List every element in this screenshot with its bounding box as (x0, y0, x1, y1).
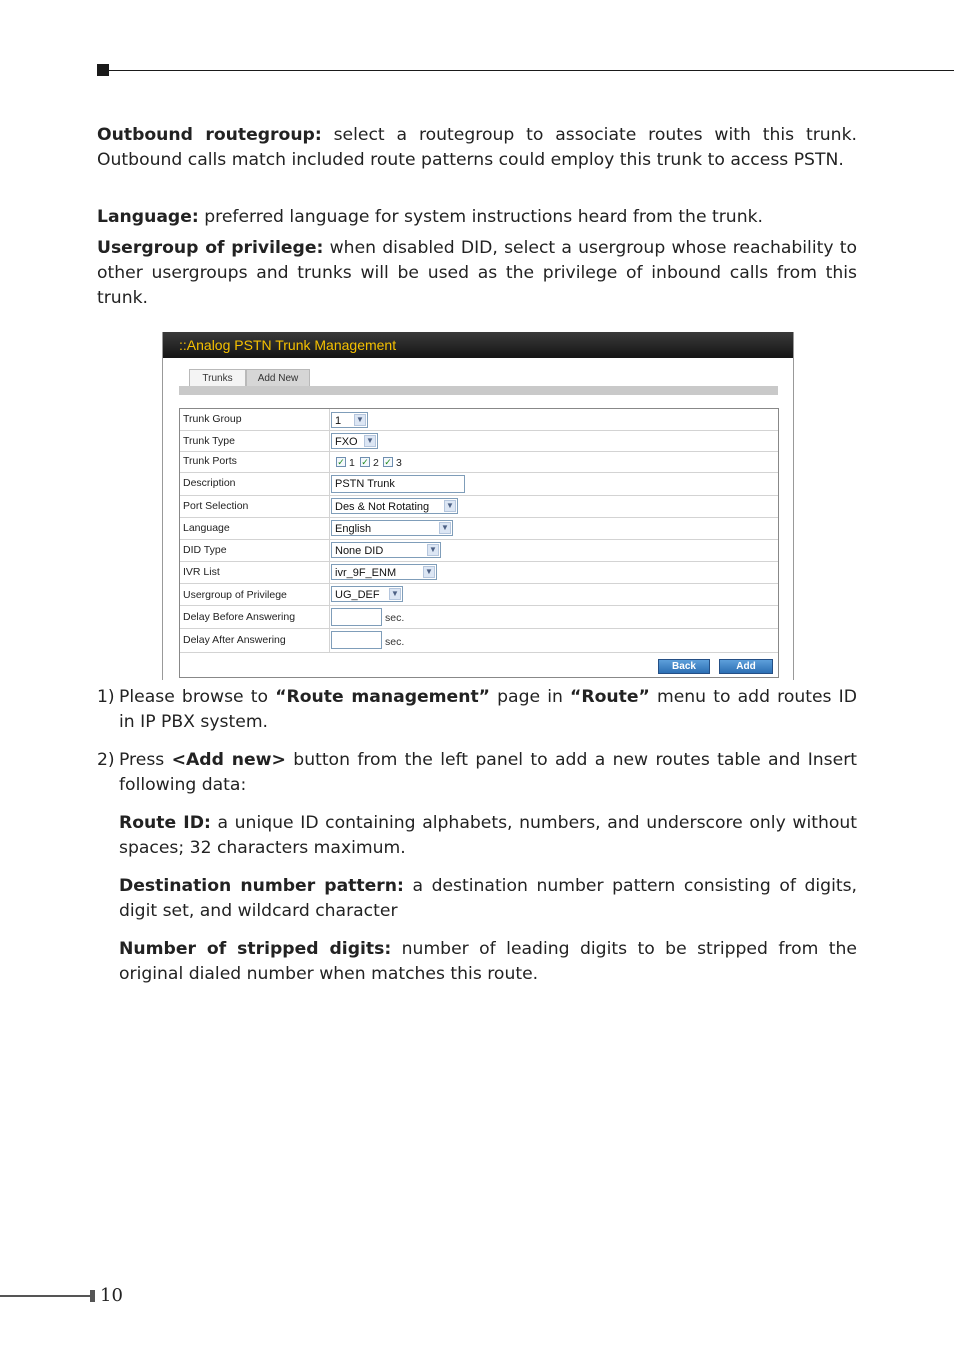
desc: select a routegroup to associate routes with this trunk. Outbound calls match included route patterns could employ this trunk to access PSTN. (97, 125, 857, 170)
port-2-checkbox[interactable]: ✓ (361, 457, 369, 467)
step-1-bold-a: “Route management” (275, 687, 490, 707)
step-1-bold-b: “Route” (570, 687, 650, 707)
row-delay-after (180, 629, 778, 653)
desc: number of leading digits to be stripped from the original dialed number when matches this route. (119, 939, 857, 984)
language-value: English (335, 523, 372, 535)
label-trunk-type: Trunk Type (183, 435, 235, 447)
step-1-text-b: page in (489, 687, 571, 707)
label-ivr-list: IVR List (183, 566, 220, 578)
port-1-label: 1 (349, 457, 355, 469)
row-trunk-ports (180, 452, 778, 473)
port-selection-select[interactable] (331, 498, 458, 514)
step-1-text-c: menu to add routes ID in IP PBX system. (119, 687, 857, 732)
label-language: Language (183, 522, 230, 534)
add-button[interactable]: Add (719, 659, 773, 674)
label-trunk-group: Trunk Group (183, 413, 242, 425)
tab-underbar (179, 386, 778, 395)
row-trunk-group (180, 409, 778, 431)
footer-rule-mark (90, 1290, 95, 1302)
term: Outbound routegroup: (97, 125, 322, 145)
term: Language: (97, 207, 199, 227)
trunk-form (179, 408, 779, 678)
term: Number of stripped digits: (119, 939, 392, 959)
did-type-select[interactable] (331, 542, 441, 558)
footer-rule (0, 1295, 90, 1297)
delay-before-input[interactable] (331, 608, 382, 626)
def-destination-pattern (119, 874, 857, 924)
tab-trunks[interactable]: Trunks (189, 369, 246, 387)
row-ivr-list (180, 562, 778, 584)
step-2 (119, 748, 857, 798)
did-type-value: None DID (335, 545, 384, 557)
chevron-down-icon: ▼ (354, 414, 366, 426)
label-trunk-ports: Trunk Ports (183, 455, 237, 467)
step-1-text-a: Please browse to (119, 687, 276, 707)
label-port-selection: Port Selection (183, 500, 249, 512)
window-title: ::Analog PSTN Trunk Management (179, 337, 397, 353)
trunk-group-select[interactable] (331, 412, 368, 428)
chevron-down-icon: ▼ (427, 544, 439, 556)
para-outbound-routegroup (97, 123, 857, 173)
step-1 (119, 685, 857, 735)
description-input[interactable]: PSTN Trunk (331, 475, 465, 493)
back-button[interactable]: Back (658, 659, 710, 674)
chevron-down-icon: ▼ (389, 588, 401, 600)
row-delay-before (180, 606, 778, 629)
header-rule-line (108, 70, 954, 71)
row-language (180, 518, 778, 540)
term: Usergroup of privilege: (97, 238, 324, 258)
desc: a destination number pattern consisting of digits, digit set, and wildcard character (119, 876, 857, 921)
usergroup-select[interactable] (331, 586, 403, 602)
ivr-list-value: ivr_9F_ENM (335, 567, 397, 579)
label-did-type: DID Type (183, 544, 227, 556)
step-2-text-a: Press (119, 750, 172, 770)
delay-before-unit: sec. (385, 612, 405, 624)
trunk-group-value: 1 (335, 415, 342, 427)
usergroup-value: UG_DEF (335, 589, 380, 601)
label-delay-after: Delay After Answering (183, 634, 286, 646)
chevron-down-icon: ▼ (439, 522, 451, 534)
port-selection-value: Des & Not Rotating (335, 501, 430, 513)
ivr-list-select[interactable] (331, 564, 437, 580)
row-port-selection (180, 496, 778, 518)
port-2-label: 2 (373, 457, 379, 469)
label-description: Description (183, 477, 236, 489)
para-usergroup (97, 236, 857, 311)
desc: a unique ID containing alphabets, numbers, and underscore only without spaces; 32 characters maximum. (119, 813, 857, 858)
step-2-bold: <Add new> (171, 750, 286, 770)
row-usergroup (180, 584, 778, 606)
row-did-type (180, 540, 778, 562)
trunk-management-screenshot (162, 332, 794, 680)
chevron-down-icon: ▼ (364, 435, 376, 447)
window-title-bar (163, 332, 793, 358)
step-2-number: 2) (97, 750, 115, 770)
row-trunk-type (180, 431, 778, 452)
desc: when disabled DID, select a usergroup whose reachability to other usergroups and trunks will be used as the privilege of inbound calls from this trunk. (97, 238, 857, 308)
port-3-label: 3 (396, 457, 402, 469)
trunk-type-select[interactable] (331, 433, 378, 449)
tab-add-new[interactable]: Add New (246, 369, 310, 387)
term: Destination number pattern: (119, 876, 404, 896)
port-3-checkbox[interactable]: ✓ (384, 457, 392, 467)
chevron-down-icon: ▼ (444, 500, 456, 512)
trunk-type-value: FXO (335, 436, 358, 448)
label-usergroup: Usergroup of Privilege (183, 589, 287, 601)
chevron-down-icon: ▼ (423, 566, 435, 578)
delay-after-input[interactable] (331, 631, 382, 649)
def-stripped-digits (119, 937, 857, 987)
term: Route ID: (119, 813, 211, 833)
label-delay-before: Delay Before Answering (183, 611, 296, 623)
page-number: 10 (100, 1285, 123, 1306)
language-select[interactable] (331, 520, 453, 536)
row-description (180, 473, 778, 496)
desc: preferred language for system instructions heard from the trunk. (198, 207, 763, 227)
port-1-checkbox[interactable]: ✓ (337, 457, 345, 467)
step-2-text-b: button from the left panel to add a new routes table and Insert following data: (119, 750, 858, 795)
delay-after-unit: sec. (385, 636, 405, 648)
para-language (97, 205, 857, 230)
step-1-number: 1) (97, 687, 115, 707)
def-route-id (119, 811, 857, 861)
